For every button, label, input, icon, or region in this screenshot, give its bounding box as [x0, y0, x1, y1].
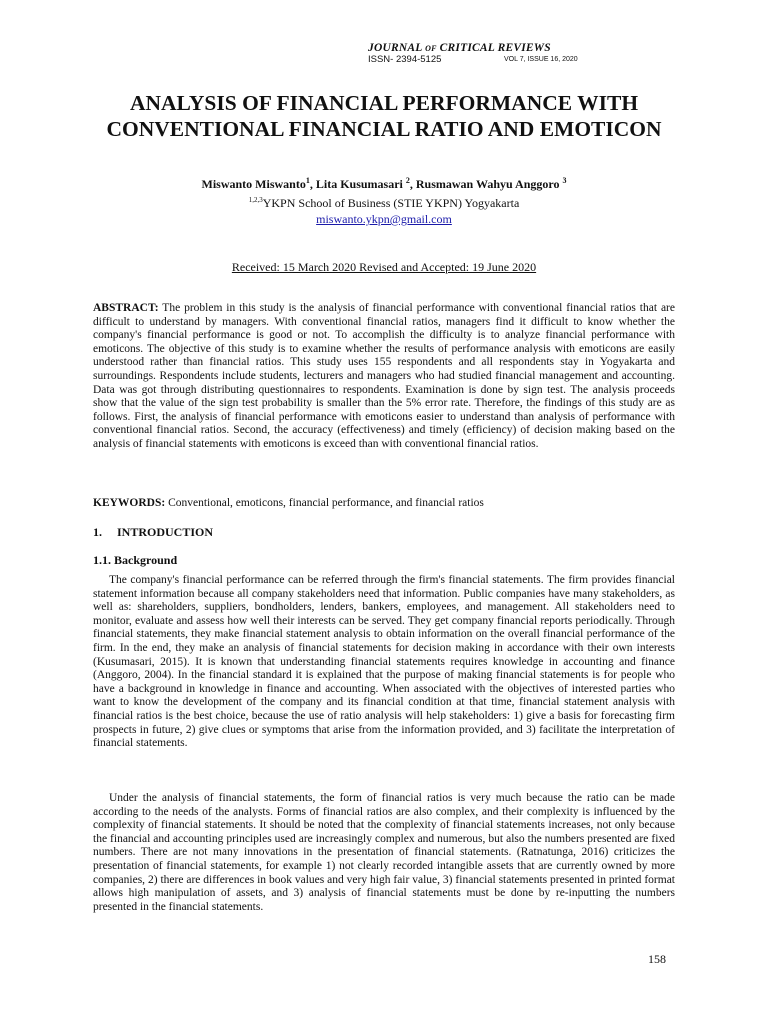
- author-affiliation-mark: 2: [405, 176, 410, 185]
- author-name: Lita Kusumasari: [315, 177, 406, 191]
- body-paragraph-1: The company's financial performance can be referred through the firm's financial statements. The firm provides financial statement information because all company stakeholders need that information. Public companies have many stakeholders, as well as: shareholders, suppliers, bondholders, lenders, bankers, employees, and management. All stakeholders need to monitor, evaluate and assess how well their interests can be served. They get company financial reports periodically. Through financial statements, they make financial statement analysis to obtain information on the overall financial performance of the firm. In the end, they make an analysis of financial statements for decision making in accordance with their own interests (Kusumasari, 2015). It is known that understanding financial statements requires knowledge in accounting and finance (Anggoro, 2004). In the financial standard it is explained that the purpose of making financial statements is for people who have a background in knowledge in finance and accounting. When associated with the objectives of interested parties who want to know the development of the company and its financial condition at that time, financial statement analysis with financial ratios is the best choice, because the use of ratio analysis will help stakeholders: 1) give a basis for forecasting firm prospects in future, 2) give clues or symptoms that arise from the information provided, and 3) facilitate the interpretation of financial statements.: [93, 574, 675, 750]
- author-affiliation-mark: 1: [305, 176, 310, 185]
- email-link[interactable]: miswanto.ykpn@gmail.com: [316, 212, 452, 226]
- author-list: Miswanto Miswanto$^1$, Lita Kusumasari $^2$, Rusmawan Wahyu Anggoro $^3$: [201, 176, 567, 191]
- issn: ISSN- 2394-5125: [368, 54, 442, 65]
- page-number: 158: [648, 952, 666, 966]
- author-name: Rusmawan Wahyu Anggoro: [415, 177, 563, 191]
- journal-meta: [368, 54, 608, 66]
- subsection-heading: 1.1. Background: [93, 553, 178, 567]
- paper-title: ANALYSIS OF FINANCIAL PERFORMANCE WITH CONVENTIONAL FINANCIAL RATIO AND EMOTICON: [106, 91, 662, 141]
- keywords-label: KEYWORDS:: [93, 497, 166, 509]
- journal-name: JOURNAL OF CRITICAL REVIEWS: [368, 42, 551, 54]
- keywords-text: Conventional, emoticons, financial performance, and financial ratios: [165, 497, 484, 509]
- affiliation: $^{1,2,3}$YKPN School of Business (STIE YKPN) Yogyakarta: [248, 196, 520, 210]
- author-email: [60, 212, 708, 227]
- journal-header: [368, 42, 608, 66]
- abstract-label: ABSTRACT:: [93, 302, 159, 314]
- volume-issue: VOL 7, ISSUE 16, 2020: [504, 56, 578, 63]
- abstract-text: The problem in this study is the analysis of financial performance with conventional financial ratios that are difficult to understand by managers. With conventional financial ratios, managers find it difficult to know whether the company's financial performance is good or not. To accomplish the difficulty is to analyze financial performance with emoticons. The objective of this study is to examine whether the results of performance analysis with emoticons are easily understood rather than financial ratios. This study uses 155 respondents and all respondents stay in Yogyakarta and surroundings. Respondents include students, lecturers and managers who had studied financial management and accounting. Data was got through distributing questionnaires to respondents. Examination is done by sign test. The analysis proceeds show that the value of the sign test probability is smaller than the 5% error rate. Therefore, the findings of this study are as follows. First, the analysis of financial performance with emoticons easier to understand than analysis of performance with conventional financial ratios. Second, the accuracy (effectiveness) and timely (efficiency) of decision making based on the analysis of financial statements with emoticons is exceed than with conventional financial ratios.: [93, 302, 675, 450]
- abstract: [93, 302, 675, 452]
- section-heading: 1. INTRODUCTION: [93, 525, 214, 539]
- body-paragraph-2: Under the analysis of financial statements, the form of financial ratios is very much because the ratio can be made according to the needs of the analysts. Forms of financial ratios are also complex, and their complexity is influenced by the complexity of financial statements. It should be noted that the complexity of financial statements increases, not only because the financial and accounting principles used are increasingly complex and numerous, but also the numbers presented are fixed numbers. There are not many innovations in the presentation of financial statements. (Ratnatunga, 2016) criticizes the presentation of financial statements, for example 1) not clearly recorded intangible assets that are currently owned by more companies, 2) there are differences in book values and very high fair value, 3) financial statements presented in printed format allows high manipulation of assets, and 3) analysis of financial statements must be done by re-inputting the numbers presented in the financial statements.: [93, 792, 675, 913]
- author-name: Miswanto Miswanto: [201, 177, 306, 191]
- keywords: [93, 497, 675, 509]
- author-affiliation-mark: 3: [562, 176, 567, 185]
- submission-dates: Received: 15 March 2020 Revised and Accepted: 19 June 2020: [231, 260, 537, 274]
